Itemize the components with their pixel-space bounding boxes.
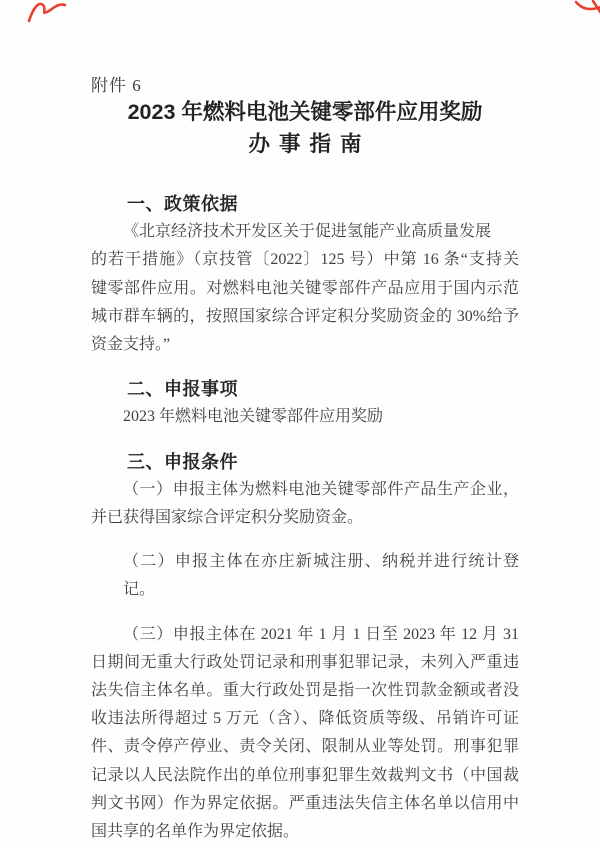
paragraph-line: （二）申报主体在亦庄新城注册、纳税并进行统计登记。 <box>123 553 519 599</box>
paragraph-line: 判文书网）作为界定依据。严重违法失信主体名单以信用中 <box>91 794 519 812</box>
paragraph-line: 资金支持。” <box>91 336 171 354</box>
section-heading-application-conditions: 三、申报条件 <box>127 451 238 472</box>
section-heading-policy-basis: 一、政策依据 <box>127 194 238 214</box>
paragraph-line: 2023 年燃料电池关键零部件应用奖励 <box>123 408 384 426</box>
paragraph-line: （三）申报主体在 2021 年 1 月 1 日至 2023 年 12 月 31 <box>123 625 519 643</box>
paragraph-line: 收违法所得超过 5 万元（含）、降低资质等级、吊销许可证 <box>91 710 519 728</box>
paragraph-line: 国共享的名单作为界定依据。 <box>91 823 300 841</box>
document-title-line2: 办事指南 <box>248 131 371 156</box>
paragraph-line: 件、责令停产停业、责令关闭、限制从业等处罚。刑事犯罪 <box>91 738 519 756</box>
paragraph-line: 键零部件应用。对燃料电池关键零部件产品应用于国内示范 <box>91 279 519 297</box>
paragraph-line: 城市群车辆的，按照国家综合评定积分奖励资金的 30%给予 <box>91 307 519 325</box>
paragraph-line: （一）申报主体为燃料电池关键零部件产品生产企业， <box>123 480 519 498</box>
section-heading-application-items: 二、申报事项 <box>127 379 238 400</box>
paragraph-line: 记录以人民法院作出的单位刑事犯罪生效裁判文书（中国裁 <box>91 766 519 784</box>
red-pen-scribble-icon <box>26 0 68 24</box>
attachment-label: 附件 6 <box>91 76 142 95</box>
paragraph-line: 日期间无重大行政处罚记录和刑事犯罪记录，未列入严重违 <box>91 653 519 671</box>
paragraph-line: 《北京经济技术开发区关于促进氢能产业高质量发展 <box>123 223 492 241</box>
paragraph-line: 的若干措施》（京技管〔2022〕125 号）中第 16 条“支持关 <box>91 251 519 269</box>
paragraph-line: 法失信主体名单。重大行政处罚是指一次性罚款金额或者没 <box>91 682 519 700</box>
red-pen-stroke-icon <box>572 0 600 16</box>
document-content <box>91 75 519 848</box>
paragraph-line: 并已获得国家综合评定积分奖励资金。 <box>91 509 364 527</box>
document-title-line1: 2023 年燃料电池关键零部件应用奖励 <box>127 100 483 124</box>
document-title <box>91 97 519 160</box>
